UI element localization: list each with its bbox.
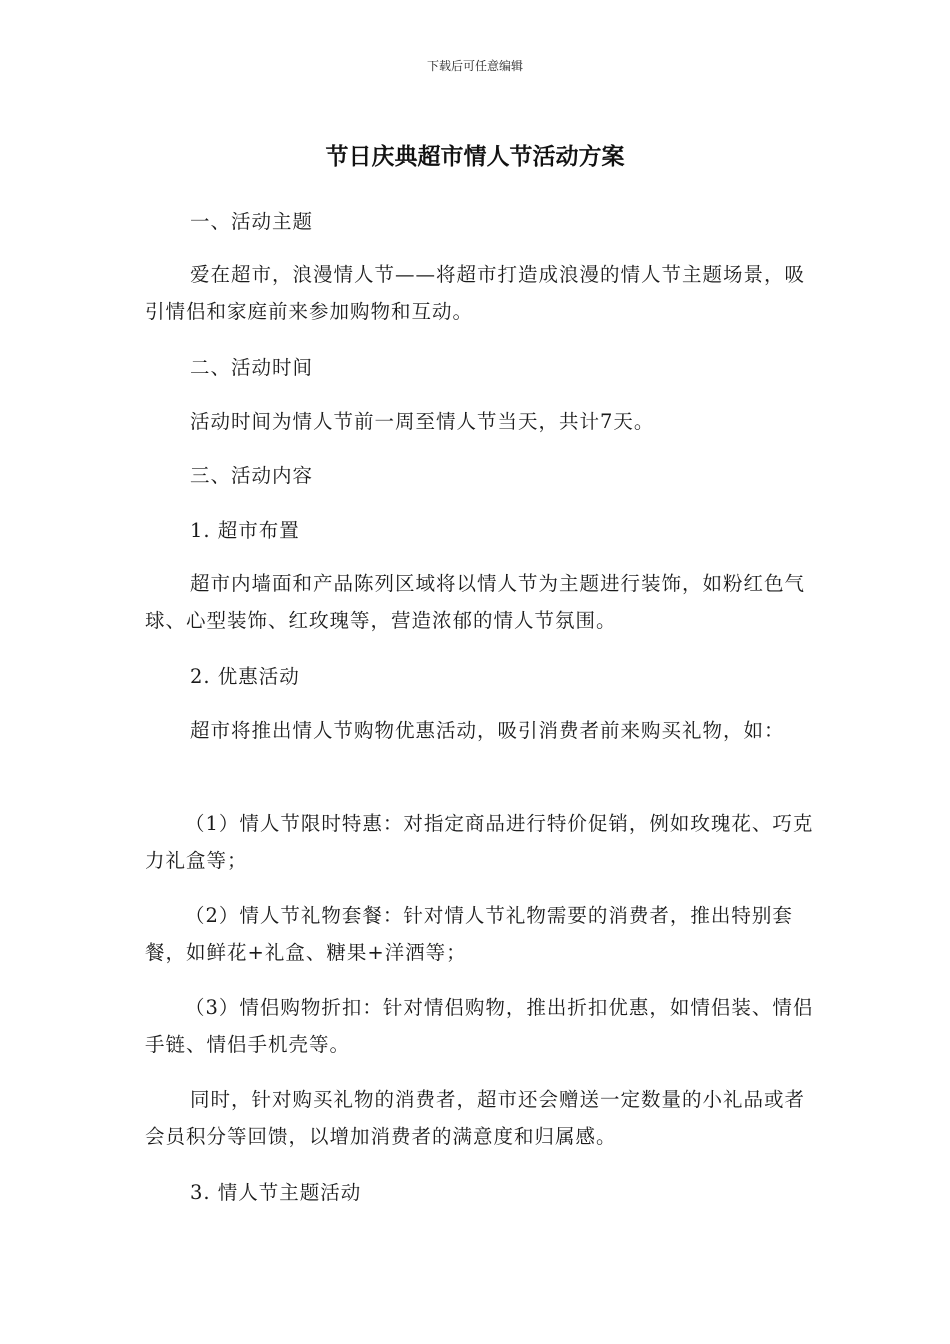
paragraph-theme: 爱在超市，浪漫情人节——将超市打造成浪漫的情人节主题场景，吸引情侣和家庭前来参加购物和互动。 <box>145 263 806 323</box>
paragraph-rewards: 同时，针对购买礼物的消费者，超市还会赠送一定数量的小礼品或者会员积分等回馈，以增加消费者的满意度和归属感。 <box>145 1088 806 1148</box>
section-heading-time: 二、活动时间 <box>190 356 314 379</box>
list-item-limited-offer: （1）情人节限时特惠：对指定商品进行特价促销，例如玫瑰花、巧克力礼盒等； <box>145 812 814 872</box>
section-heading-content: 三、活动内容 <box>190 464 314 487</box>
subheading-promotions: 2. 优惠活动 <box>190 665 300 688</box>
list-item-gift-package: （2）情人节礼物套餐：针对情人节礼物需要的消费者，推出特别套餐，如鲜花+礼盒、糖果+洋酒等； <box>145 904 793 964</box>
header-note: 下载后可任意编辑 <box>426 59 523 73</box>
document-title: 节日庆典超市情人节活动方案 <box>325 144 625 170</box>
paragraph-time: 活动时间为情人节前一周至情人节当天，共计7天。 <box>190 410 655 433</box>
paragraph-promotions: 超市将推出情人节购物优惠活动，吸引消费者前来购买礼物，如： <box>190 719 785 742</box>
section-heading-theme: 一、活动主题 <box>190 210 314 233</box>
list-item-couple-discount: （3）情侣购物折扣：针对情侣购物，推出折扣优惠，如情侣装、情侣手链、情侣手机壳等。 <box>145 996 814 1056</box>
subheading-theme-activities: 3. 情人节主题活动 <box>190 1181 362 1204</box>
subheading-layout: 1. 超市布置 <box>190 519 300 542</box>
paragraph-layout: 超市内墙面和产品陈列区域将以情人节为主题进行装饰，如粉红色气球、心型装饰、红玫瑰等，营造浓郁的情人节氛围。 <box>145 572 806 632</box>
